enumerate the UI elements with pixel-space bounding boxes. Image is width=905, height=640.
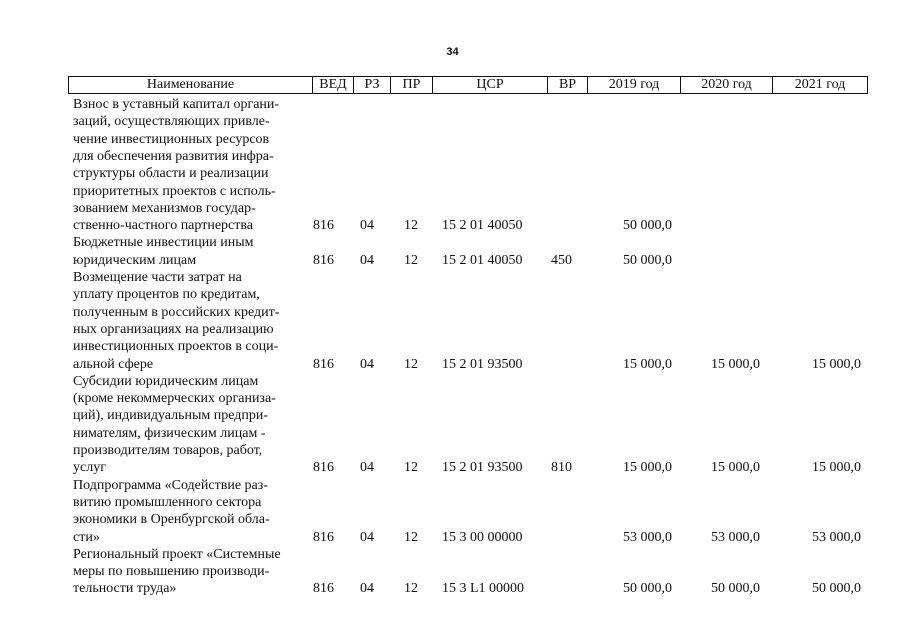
row-name-line: услуг [73, 460, 106, 476]
cell-ved: 816 [313, 581, 334, 597]
row-name-line: ных организациях на реализацию [73, 321, 274, 337]
cell-2019: 50 000,0 [623, 252, 672, 268]
cell-csr: 15 2 01 93500 [442, 460, 523, 476]
cell-2020: 50 000,0 [711, 581, 760, 597]
row-name-line: чение инвестиционных ресурсов [73, 131, 270, 147]
cell-2021: 15 000,0 [812, 356, 861, 372]
row-name-line: экономики в Оренбургской обла- [73, 512, 270, 528]
header-rz: РЗ [353, 77, 390, 93]
cell-ved: 816 [313, 252, 334, 268]
row-name-line: зованием механизмов государ- [73, 200, 256, 216]
cell-rz: 04 [360, 529, 374, 545]
row-name-line: ственно-частного партнерства [73, 218, 254, 234]
row-name-line: (кроме некоммерческих организа- [73, 391, 276, 407]
row-name-line: производителям товаров, работ, [73, 443, 263, 458]
cell-csr: 15 3 L1 00000 [442, 581, 525, 597]
table-header [68, 76, 868, 94]
header-2019: 2019 год [587, 77, 680, 93]
header-csr: ЦСР [432, 77, 547, 93]
cell-2019: 15 000,0 [623, 460, 672, 476]
row-name-line: тельности труда» [73, 581, 177, 597]
cell-2019: 53 000,0 [623, 529, 672, 545]
row-name-line: Субсидии юридическим лицам [73, 373, 259, 389]
cell-2021: 50 000,0 [812, 581, 861, 597]
row-name-line: полученным в российских кредит- [73, 304, 280, 320]
row-name-line: заций, осуществляющих привле- [73, 114, 270, 130]
cell-ved: 816 [313, 529, 334, 545]
row-name-line: юридическим лицам [73, 252, 197, 268]
row-name-line: Региональный проект «Системные [73, 546, 281, 562]
cell-ved: 816 [313, 356, 334, 372]
cell-ved: 816 [313, 218, 334, 234]
cell-csr: 15 3 00 00000 [442, 529, 523, 545]
cell-pr: 12 [404, 356, 418, 372]
cell-2021: 53 000,0 [812, 529, 861, 545]
cell-pr: 12 [404, 581, 418, 597]
header-2021: 2021 год [772, 77, 867, 93]
cell-2019: 15 000,0 [623, 356, 672, 372]
header-pr: ПР [390, 77, 432, 93]
cell-rz: 04 [360, 581, 374, 597]
cell-pr: 12 [404, 460, 418, 476]
header-name: Наименование [146, 77, 235, 92]
cell-csr: 15 2 01 93500 [442, 356, 523, 372]
page-number: 34 [446, 46, 459, 58]
row-name-line: приоритетных проектов с исполь- [73, 183, 276, 199]
cell-pr: 12 [404, 529, 418, 545]
cell-2021: 15 000,0 [812, 460, 861, 476]
row-name-line: Возмещение части затрат на [73, 270, 242, 285]
header-ved: ВЕД [312, 77, 353, 93]
row-name-line: витию промышленного сектора [73, 494, 262, 510]
row-name-line: нимателям, физическим лицам - [73, 425, 266, 441]
cell-rz: 04 [360, 460, 374, 476]
cell-2020: 15 000,0 [711, 460, 760, 476]
row-name-line: альной сфере [73, 356, 154, 372]
cell-pr: 12 [404, 218, 418, 234]
row-name-line: уплату процентов по кредитам, [73, 287, 260, 303]
cell-rz: 04 [360, 356, 374, 372]
cell-ved: 816 [313, 460, 334, 476]
row-name-line: ций), индивидуальным предпри- [73, 408, 269, 424]
cell-2020: 53 000,0 [711, 529, 760, 545]
cell-csr: 15 2 01 40050 [442, 218, 523, 234]
row-name-line: сти» [73, 529, 100, 545]
row-name-line: Взнос в уставный капитал органи- [73, 97, 280, 112]
cell-pr: 12 [404, 252, 418, 268]
row-name-line: инвестиционных проектов в соци- [73, 339, 279, 355]
cell-csr: 15 2 01 40050 [442, 252, 523, 268]
cell-rz: 04 [360, 252, 374, 268]
row-name-line: меры по повышению производи- [73, 564, 270, 580]
row-name-line: для обеспечения развития инфра- [73, 148, 274, 164]
row-name-line: Бюджетные инвестиции иным [73, 235, 254, 251]
row-name-line: структуры области и реализации [73, 166, 269, 182]
cell-vr: 810 [551, 460, 572, 476]
row-name-line: Подпрограмма «Содействие раз- [73, 477, 268, 493]
header-2020: 2020 год [680, 77, 772, 93]
cell-vr: 450 [551, 252, 572, 268]
cell-2019: 50 000,0 [623, 581, 672, 597]
header-vr: ВР [547, 77, 587, 93]
cell-rz: 04 [360, 218, 374, 234]
cell-2020: 15 000,0 [711, 356, 760, 372]
cell-2019: 50 000,0 [623, 218, 672, 234]
